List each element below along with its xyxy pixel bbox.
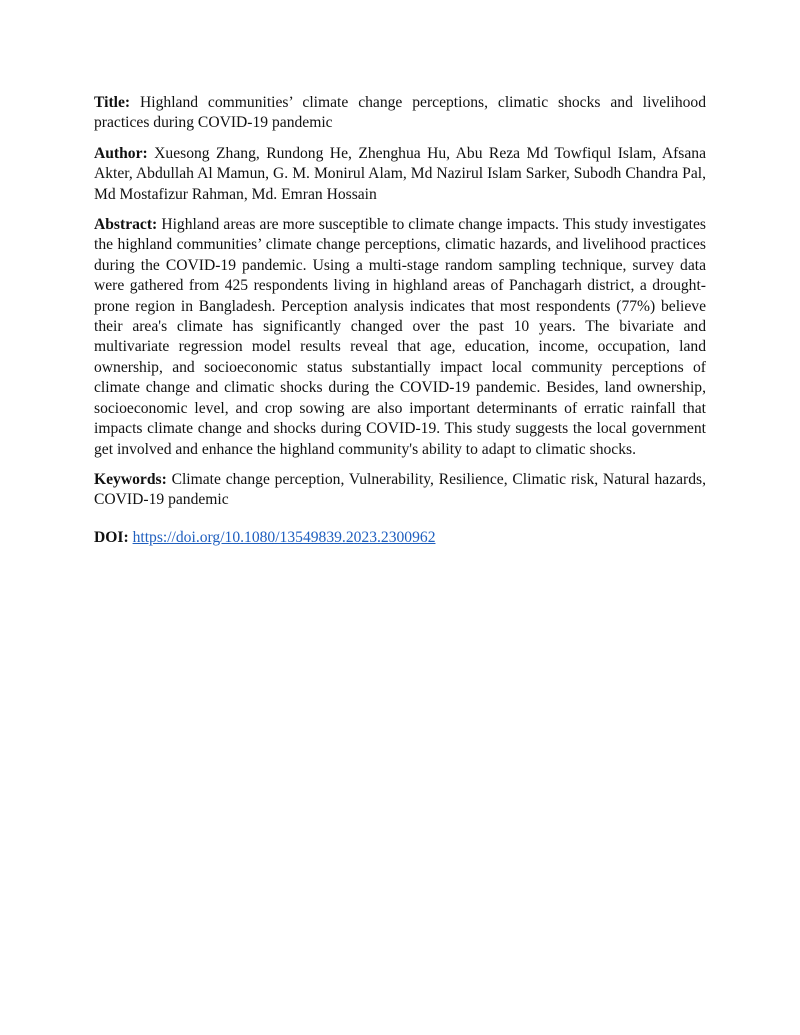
title-paragraph (94, 93, 706, 134)
abstract-text: Highland areas are more susceptible to climate change impacts. This study investigates the highland communities’ climate change perceptions, climatic hazards, and livelihood practices during the COVID-19 pandemic. Using a multi-stage random sampling technique, survey data were gathered from 425 respondents living in highland areas of Panchagarh district, a drought-prone region in Bangladesh. Perception analysis indicates that most respondents (77%) believe their area's climate has significantly changed over the past 10 years. The bivariate and multivariate regression model results reveal that age, education, income, occupation, land ownership, and socioeconomic status substantially impact local community perceptions of climate change and climatic shocks during the COVID-19 pandemic. Besides, land ownership, socioeconomic level, and crop sowing are also important determinants of erratic rainfall that impacts climate change and shocks during COVID-19. This study suggests the local government get involved and enhance the highland community's ability to adapt to climatic shocks. (94, 216, 706, 458)
doi-label: DOI: (94, 528, 129, 546)
author-text: Xuesong Zhang, Rundong He, Zhenghua Hu, Abu Reza Md Towfiqul Islam, Afsana Akter, Abdullah Al Mamun, G. M. Monirul Alam, Md Nazirul Islam Sarker, Subodh Chandra Pal, Md Mostafizur Rahman, Md. Emran Hossain (94, 144, 706, 203)
title-label: Title: (94, 94, 131, 111)
title-text: Highland communities’ climate change perceptions, climatic shocks and livelihood practices during COVID-19 pandemic (94, 94, 707, 132)
abstract-label: Abstract: (94, 216, 158, 234)
abstract-paragraph (94, 215, 706, 460)
author-label: Author: (94, 144, 148, 162)
doi-paragraph (94, 528, 706, 548)
author-paragraph (94, 144, 706, 205)
keywords-label: Keywords: (94, 470, 167, 488)
document-page (94, 93, 706, 558)
keywords-text: Climate change perception, Vulnerability, Resilience, Climatic risk, Natural hazards, COVID-19 pandemic (94, 470, 706, 509)
doi-link[interactable]: https://doi.org/10.1080/13549839.2023.2300962 (132, 528, 436, 546)
keywords-paragraph (94, 470, 706, 511)
